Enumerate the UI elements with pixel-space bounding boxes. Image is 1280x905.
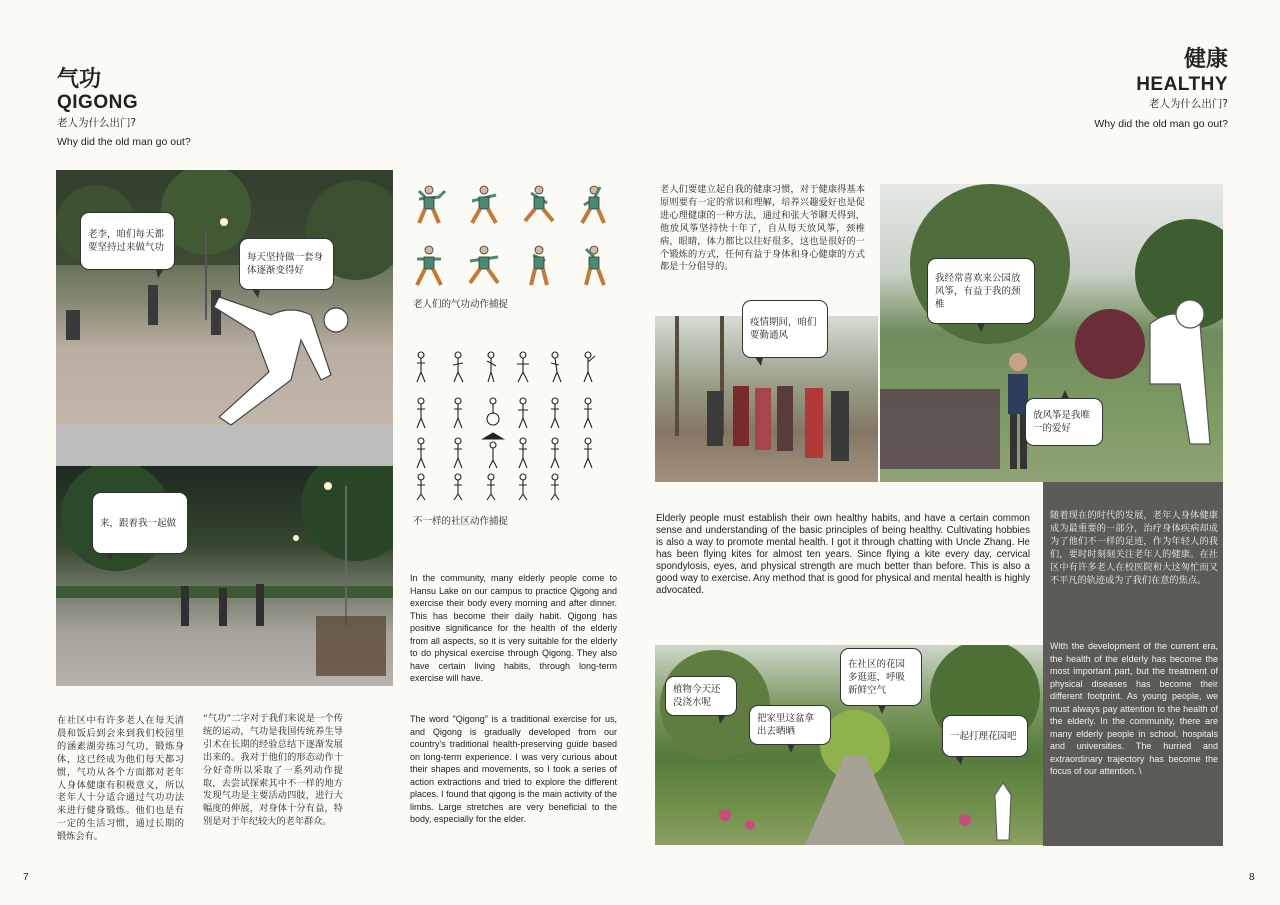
page-title-cn: 气功 bbox=[57, 67, 102, 92]
page-number-left: 7 bbox=[23, 872, 29, 883]
qigong-figures bbox=[405, 180, 635, 295]
body-text-cn-2: “气功”二字对于我们来说是一个传统的运动，气功是我国传统养生导引术在长期的经验总结下逐渐发展出来的。我对于他们的形态动作十分好奇所以采取了一系列动作提取，去尝试探索其中不一样的地方发现气功是主要活动四肢，进行大幅度的伸展，对身体十分有益，特别是对于年纪较大的老年群众。 bbox=[203, 713, 343, 828]
community-sketches bbox=[405, 345, 635, 505]
speech-bubble: 一起打理花园吧 bbox=[942, 715, 1028, 757]
summary-text-en: With the development of the current era, the health of the elderly has become the most important part, but the treatment of physical diseases has become their different footprint. As young people, we must always pay attention to the health of the elderly. In the community, there are many elderly people in school, hospitals and universities. The hurried and extraordinary trajectory has become the focus of our attention. \ bbox=[1050, 641, 1218, 776]
body-text-en-2: The word "Qigong" is a traditional exercise for us, and Qigong is gradually developed from our country's traditional health-preserving guide based on long-term experience. I was very curious about their shapes and movements, so I took a series of action extractions and tried to explore the different places. I found that qigong is the main activity of the limbs. Large stretches are very beneficial to the body, especially for the elder. bbox=[410, 714, 617, 824]
speech-bubble: 放风筝是我唯一的爱好 bbox=[1025, 398, 1103, 446]
page-question-en: Why did the old man go out? bbox=[57, 136, 191, 148]
page-title-cn: 健康 bbox=[1183, 47, 1228, 72]
body-text-en-1: In the community, many elderly people come to Hansu Lake on our campus to practice Qigong and exercise their body every morning and after dinner. This has become their daily habit. Qigong has positive significance for the health of the elderly from all aspects, so it is very suitable for the elderly to do physical exercise through Qigong. They also have certain living habits, through long-term exercise will have. bbox=[410, 573, 617, 683]
caption-qigong-figures: 老人们的气功动作捕捉 bbox=[413, 299, 509, 310]
page-question-cn: 老人为什么出门? bbox=[1148, 98, 1228, 110]
speech-bubble: 来，跟着我一起做 bbox=[92, 492, 188, 554]
speech-bubble: 每天坚持做一套身体逐渐变得好 bbox=[239, 238, 334, 290]
body-text-cn-1: 在社区中有许多老人在每天清晨和饭后到会来到我们校园里的涵素湖旁练习气功，锻炼身体，这已经成为他们每天都习惯，气功从各个方面都对老年人身体健康有积极意义，所以老年人十分适合通过气功功法来进行健身锻炼。他们也是有一定的生活习惯，通过长期的锻炼会有。 bbox=[57, 715, 184, 843]
page-question-en: Why did the old man go out? bbox=[1094, 118, 1228, 130]
page-title-en: QIGONG bbox=[57, 92, 139, 113]
speech-bubble: 在社区的花园多逛逛，呼吸新鲜空气 bbox=[840, 648, 922, 706]
summary-text-cn: 随着现在的时代的发展，老年人身体健康成为最重要的一部分，治疗身体疾病却成为了他们不一样的足迹，作为年轻人的我们，要时时刻刻关注老年人的健康。在社区中有许多老人在校医院和大这匆忙而又不平凡的轨迹成为了我们在意的焦点。 bbox=[1050, 510, 1218, 586]
page-question-cn: 老人为什么出门? bbox=[57, 117, 137, 129]
body-text-en-mid: Elderly people must establish their own healthy habits, and have a certain common sense and understanding of the basic principles of being healthy. Cultivating hobbies is also a way to promote mental health. I got it through chatting with Uncle Zhang. He has been flying kites for almost ten years. Since flying a kite every day, cervical spondylosis, eyes, and physical strength are much better than before. This is also a good way to exercise. Any method that is good for physical and mental health is highly advocated. bbox=[656, 513, 1030, 596]
speech-bubble: 把家里这盆拿出去晒晒 bbox=[749, 705, 831, 745]
caption-community-sketches: 不一样的社区动作捕捉 bbox=[413, 516, 509, 527]
speech-bubble: 我经常喜欢来公园放风筝，有益于我的颈椎 bbox=[927, 258, 1035, 324]
speech-bubble: 老李，咱们每天都要坚持过来做气功 bbox=[80, 212, 175, 270]
speech-bubble: 植物今天还没浇水呢 bbox=[665, 676, 737, 716]
speech-bubble: 疫情期间，咱们要勤通风 bbox=[742, 300, 828, 358]
summary-box bbox=[1043, 482, 1223, 846]
page-title-en: HEALTHY bbox=[1136, 74, 1228, 95]
body-text-cn-top: 老人们要建立起自我的健康习惯，对于健康得基本原则要有一定的常识和理解，培养兴趣爱好也是促进心理健康的一种方法，通过和张大爷聊天得到，他放风筝坚持快十年了，自从每天放风筝，颈椎病，眼睛，体力都比以往好很多，这也是很好的一个锻炼的方式，任何有益于身体和身心健康的方式都是十分倡导的。 bbox=[660, 184, 865, 273]
page-number-right: 8 bbox=[1249, 872, 1255, 883]
